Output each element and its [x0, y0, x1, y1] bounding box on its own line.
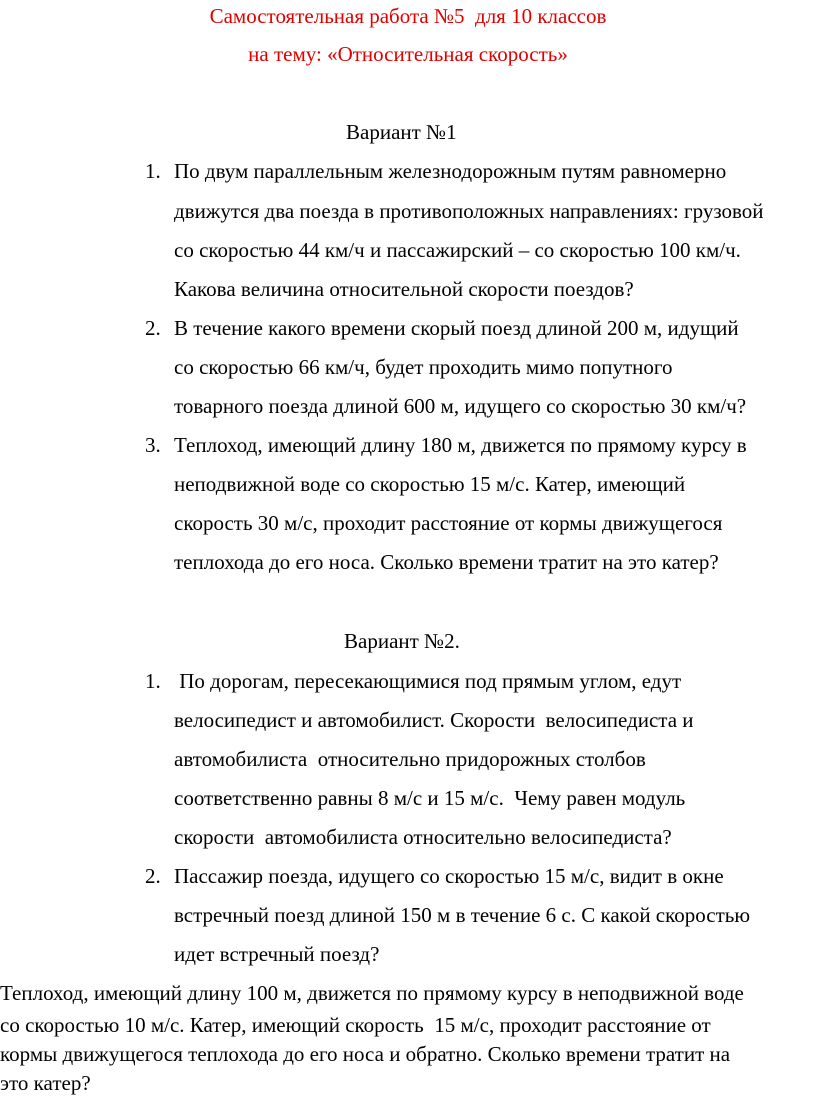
problem-line: Пассажир поезда, идущего со скоростью 15 м/с, видит в окне [174, 864, 724, 888]
problem-line: По двум параллельным железнодорожным путям равномерно [174, 159, 727, 183]
problem-line: скорость 30 м/с, проходит расстояние от кормы движущегося [174, 511, 723, 535]
problem-line: теплохода до его носа. Сколько времени тратит на это катер? [174, 550, 719, 574]
problem-line: движутся два поезда в противоположных направлениях: грузовой [174, 199, 764, 223]
problem-line: велосипедист и автомобилист. Скорости велосипедиста и [174, 708, 694, 732]
problem-line: В течение какого времени скорый поезд длиной 200 м, идущий [174, 316, 739, 340]
problem-line: товарного поезда длиной 600 м, идущего со скоростью 30 км/ч? [174, 394, 747, 418]
problem-line: Теплоход, имеющий длину 100 м, движется по прямому курсу в неподвижной воде [0, 981, 744, 1005]
problem-number: 2. [145, 316, 161, 340]
problem-line: со скоростью 66 км/ч, будет проходить мимо попутного [174, 355, 673, 379]
problem-line: По дорогам, пересекающимися под прямым углом, едут [174, 669, 682, 693]
problem-line: автомобилиста относительно придорожных столбов [174, 747, 646, 771]
variant-1-title: Вариант №1 [346, 120, 457, 144]
problem-line: скорости автомобилиста относительно велосипедиста? [174, 825, 672, 849]
problem-line: кормы движущегося теплохода до его носа и обратно. Сколько времени тратит на [0, 1042, 731, 1066]
problem-number: 1. [145, 669, 161, 693]
variant-2-title: Вариант №2. [344, 629, 460, 653]
problem-line: встречный поезд длиной 150 м в течение 6 с. С какой скоростью [174, 903, 751, 927]
problem-line: идет встречный поезд? [174, 942, 380, 966]
problem-line: неподвижной воде со скоростью 15 м/с. Катер, имеющий [174, 472, 686, 496]
problem-line: со скоростью 44 км/ч и пассажирский – со скоростью 100 км/ч. [174, 238, 741, 262]
problem-number: 2. [145, 864, 161, 888]
problem-line: Теплоход, имеющий длину 180 м, движется по прямому курсу в [174, 433, 747, 457]
problem-line: это катер? [0, 1071, 91, 1095]
problem-line: со скоростью 10 м/с. Катер, имеющий скорость 15 м/с, проходит расстояние от [0, 1013, 711, 1037]
problem-line: соответственно равны 8 м/с и 15 м/с. Чему равен модуль [174, 786, 686, 810]
problem-number: 3. [145, 433, 161, 457]
problem-number: 1. [145, 159, 161, 183]
worksheet-title: Самостоятельная работа №5 для 10 классов [209, 4, 607, 28]
worksheet-topic: на тему: «Относительная скорость» [248, 42, 568, 66]
problem-line: Какова величина относительной скорости поездов? [174, 277, 634, 301]
